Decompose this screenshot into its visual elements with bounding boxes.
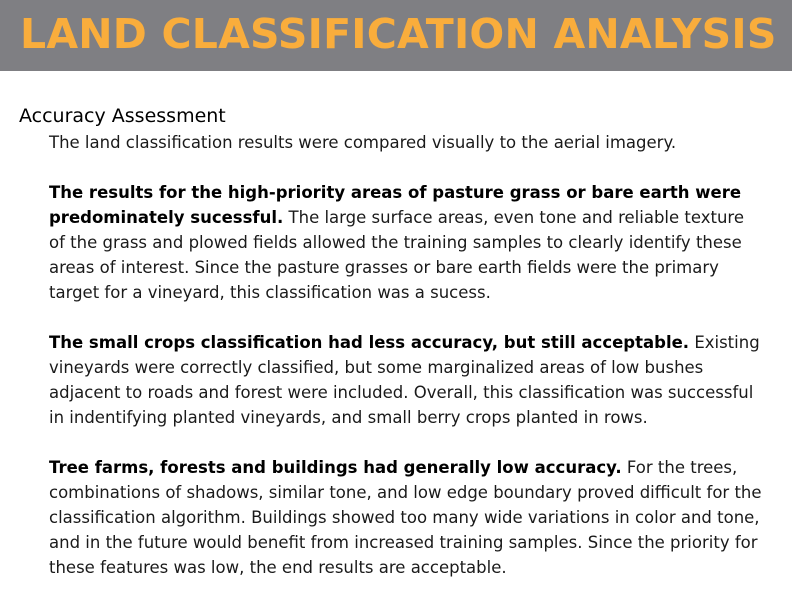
paragraph-body: For the trees, combinations of shadows, similar tone, and low edge boundary proved difficult for the classification algorithm. Buildings showed too many wide variations in color and tone, and in the future would benefit from increased training samples. Since the priority for these features was low, the end results are acceptable. bbox=[49, 458, 762, 577]
paragraph-body: Existing vineyards were correctly classified, but some marginalized areas of low bushes adjacent to roads and forest were included. Overall, this classification was successful in indentifying planted vineyards, and small berry crops planted in rows. bbox=[49, 333, 760, 427]
paragraph-lead: The results for the high-priority areas of pasture grass or bare earth were predominately sucessful. bbox=[49, 183, 742, 227]
title-banner bbox=[0, 0, 792, 71]
paragraph-lead: Tree farms, forests and buildings had generally low accuracy. bbox=[49, 458, 622, 477]
page-title: LAND CLASSIFICATION ANALYSIS bbox=[20, 10, 777, 58]
paragraph-pasture-bare-earth bbox=[49, 180, 764, 305]
section-body bbox=[19, 130, 764, 580]
section-heading: Accuracy Assessment bbox=[19, 105, 226, 127]
paragraph-body: The large surface areas, even tone and reliable texture of the grass and plowed fields allowed the training samples to clearly identify these areas of interest. Since the pasture grasses or bare earth fields were the primary target for a vineyard, this classification was a sucess. bbox=[49, 208, 745, 302]
accuracy-assessment-section bbox=[19, 104, 779, 605]
paragraph-small-crops bbox=[49, 330, 764, 430]
paragraph-lead: The small crops classification had less accuracy, but still acceptable. bbox=[49, 333, 690, 352]
paragraph-trees-buildings bbox=[49, 455, 764, 580]
intro-paragraph: The land classification results were compared visually to the aerial imagery. bbox=[49, 133, 677, 152]
